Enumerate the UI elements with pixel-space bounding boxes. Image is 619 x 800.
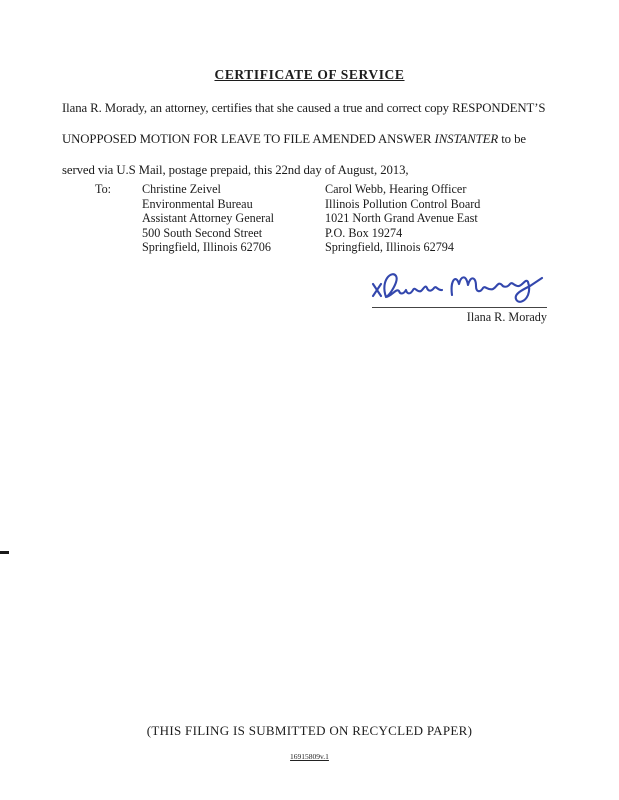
scan-artifact-dash: [0, 551, 9, 554]
recycled-paper-note: (THIS FILING IS SUBMITTED ON RECYCLED PAPER): [146, 723, 473, 738]
recipient2-line: Carol Webb, Hearing Officer: [325, 182, 467, 196]
body-line-2: [62, 124, 572, 155]
body-line-1: Ilana R. Morady, an attorney, certifies that she caused a true and correct copy RESPONDENT’S: [62, 101, 546, 115]
body-line-2-tail: to be: [498, 132, 526, 146]
recipient1-line: Environmental Bureau: [142, 196, 253, 211]
recipient1-line: Springfield, Illinois 62706: [142, 240, 271, 255]
recipient2-line: Illinois Pollution Control Board: [325, 196, 481, 211]
recipient2-line: 1021 North Grand Avenue East: [325, 211, 478, 226]
recipient1-line: 500 South Second Street: [142, 225, 263, 240]
body-line-2-text: UNOPPOSED MOTION FOR LEAVE TO FILE AMENDED ANSWER: [62, 132, 435, 146]
recipient-address-2: [325, 182, 480, 255]
recipient2-line: P.O. Box 19274: [325, 225, 403, 240]
page-title: CERTIFICATE OF SERVICE: [214, 67, 405, 82]
signature-block: [370, 264, 550, 324]
body-line-3: served via U.S Mail, postage prepaid, this 22nd day of August, 2013,: [62, 163, 409, 177]
document-number: 16915809v.1: [290, 752, 329, 761]
recipient2-line: Springfield, Illinois 62794: [325, 240, 454, 255]
to-label: To:: [95, 182, 112, 196]
signatory-printed-name: Ilana R. Morady: [466, 310, 547, 324]
signature-rule: [372, 307, 547, 308]
body-paragraph: [62, 93, 572, 186]
recipient-address-1: [142, 182, 274, 255]
recipient1-line: Christine Zeivel: [142, 182, 221, 196]
handwritten-signature-ink: [370, 264, 550, 310]
body-line-2-italic: INSTANTER: [434, 132, 499, 146]
recipient1-line: Assistant Attorney General: [142, 211, 275, 226]
